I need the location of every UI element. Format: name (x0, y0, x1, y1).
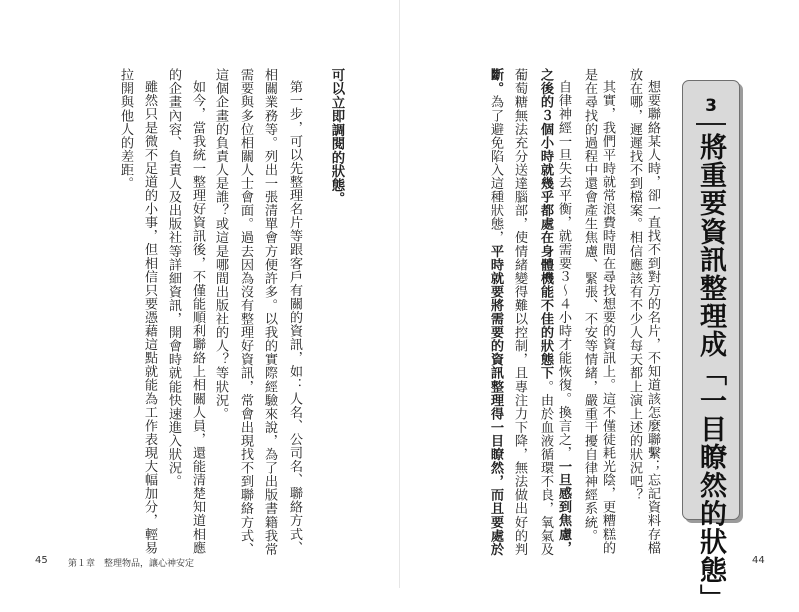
section-number: 3 (705, 96, 717, 116)
text-line (555, 80, 571, 554)
text-line (487, 68, 503, 556)
text-line: 雖然只是微不足道的小事，但相信只要憑藉這點就能為工作表現大幅加分，輕易 (142, 80, 157, 555)
text-line: 這個企畫的負責人是誰？或這是哪間出版社的人？等狀況。 (213, 68, 228, 421)
running-head: 第１章 整理物品，讓心神安定 (68, 559, 195, 569)
text-line: 拉開與他人的差距。 (118, 68, 133, 190)
section-number-rule (696, 123, 726, 125)
text-line: 如今，當我統一整理好資訊後，不僅能順利聯絡上相關人員，還能清楚知道相應 (190, 80, 205, 555)
text-line: 的企畫內容、負責人及出版社等詳細資訊，開會時就能快速進入狀況。 (166, 68, 181, 489)
text-normal: 葡萄糖無法充分送達腦部，使情緒變得難以控制，且專注力下降，無法做出好的判 (512, 68, 527, 556)
text-normal: 。由於血液循環不良，氧氣及 (538, 379, 553, 556)
text-line: 是在尋找的過程中還會產生焦慮、緊張、不安等情緒，嚴重干擾自律神經系統。 (582, 68, 597, 543)
text-line (537, 68, 553, 556)
heading-continuation: 可以立即調閱的狀態。 (329, 68, 344, 206)
section-title: 將重要資訊整理成「一目瞭然的狀態」 (695, 133, 726, 612)
text-bold: 平時就要將需要的資訊整理得一目瞭然，而且要處於 (488, 244, 503, 556)
text-bold: 斷。 (488, 68, 503, 96)
chapter-title-box (682, 80, 740, 612)
text-line: 第一步，可以先整理名片等跟客戶有關的資訊，如：人名、公司名、聯絡方式、 (287, 80, 302, 555)
text-line: 相關業務等。列出一張清單會方便許多。以我的實際經驗來說，為了出版書籍我常 (262, 68, 277, 556)
text-line (511, 68, 527, 556)
text-line: 需要與多位相關人士會面。過去因為沒有整理好資訊，常會出現找不到聯絡方式、 (238, 68, 253, 556)
page-gutter (399, 0, 400, 588)
text-line: 其實，我們平時就常浪費時間在尋找想要的資訊上。這不僅徒耗光陰，更糟糕的 (600, 80, 615, 555)
text-line: 想要聯絡某人時，卻一直找不到對方的名片，不知道該怎麼聯繫；忘記資料存檔 (645, 80, 660, 555)
text-normal: 為了避免陷入這種狀態， (488, 95, 503, 245)
page-number-left: 45 (35, 555, 48, 566)
text-bold: 一旦感到焦慮， (556, 459, 571, 555)
text-bold: 之後的３個小時就幾乎都處在身體機能不佳的狀態下 (538, 68, 553, 380)
text-line: 放在哪，遲遲找不到檔案。相信應該有不少人每天都上演上述的狀況吧？ (627, 68, 642, 502)
text-normal: 自律神經一旦失去平衡，就需要３～４小時才能恢復。換言之， (556, 80, 571, 460)
page-number-right: 44 (752, 555, 765, 566)
